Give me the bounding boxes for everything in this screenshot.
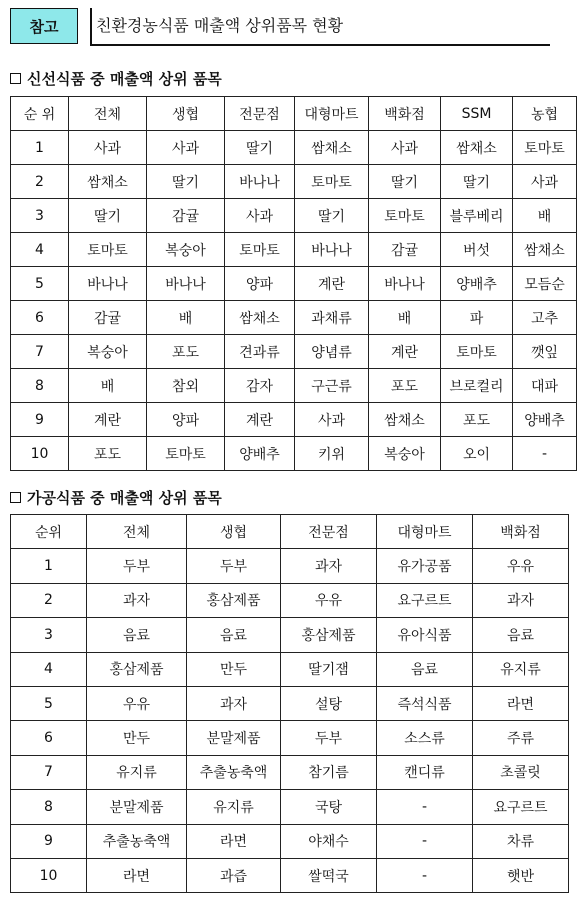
table-cell: 계란 xyxy=(295,267,369,301)
rank-cell: 7 xyxy=(11,335,69,369)
square-bullet-icon xyxy=(10,492,21,503)
table-row xyxy=(11,583,569,617)
table-cell: 복숭아 xyxy=(69,335,147,369)
table-cell: 라면 xyxy=(187,824,281,858)
table-cell: 파 xyxy=(441,301,513,335)
table-cell: 오이 xyxy=(441,437,513,471)
table-cell: 계란 xyxy=(369,335,441,369)
table-cell: 바나나 xyxy=(225,165,295,199)
title-underline xyxy=(90,44,550,46)
rank-cell: 3 xyxy=(11,618,87,652)
table-cell: 딸기 xyxy=(441,165,513,199)
table-cell: 딸기 xyxy=(295,199,369,233)
table-cell: 유지류 xyxy=(187,790,281,824)
table-cell: 즉석식품 xyxy=(377,686,473,720)
table-cell: 쌈채소 xyxy=(513,233,577,267)
table-cell: 과자 xyxy=(281,549,377,583)
table-cell: 우유 xyxy=(281,583,377,617)
rank-cell: 4 xyxy=(11,652,87,686)
table-cell: 딸기 xyxy=(69,199,147,233)
rank-cell: 5 xyxy=(11,267,69,301)
table-cell: 참기름 xyxy=(281,755,377,789)
fresh-section-title xyxy=(10,68,222,89)
table-cell: 쌈채소 xyxy=(225,301,295,335)
table-cell: 감귤 xyxy=(69,301,147,335)
processed-section-title-text: 가공식품 중 매출액 상위 품목 xyxy=(27,489,222,507)
table-cell: 초콜릿 xyxy=(473,755,569,789)
table-cell: 토마토 xyxy=(225,233,295,267)
document-header xyxy=(10,8,540,46)
table-cell: 햇반 xyxy=(473,858,569,892)
rank-cell: 6 xyxy=(11,301,69,335)
table-cell: 고추 xyxy=(513,301,577,335)
table-row xyxy=(11,618,569,652)
table-cell: 우유 xyxy=(473,549,569,583)
table-cell: 브로컬리 xyxy=(441,369,513,403)
table-cell: 사과 xyxy=(295,403,369,437)
table-cell: 토마토 xyxy=(369,199,441,233)
table-cell: 감귤 xyxy=(147,199,225,233)
rank-cell: 2 xyxy=(11,583,87,617)
table-cell: 만두 xyxy=(187,652,281,686)
table-cell: 유아식품 xyxy=(377,618,473,652)
table-cell: 쌈채소 xyxy=(69,165,147,199)
table-cell: 사과 xyxy=(147,131,225,165)
table-row xyxy=(11,165,577,199)
table-cell: 바나나 xyxy=(69,267,147,301)
table-cell: 두부 xyxy=(281,721,377,755)
table-cell: 야채수 xyxy=(281,824,377,858)
table-cell: 유지류 xyxy=(87,755,187,789)
table-cell: 감귤 xyxy=(369,233,441,267)
table-row xyxy=(11,403,577,437)
table-cell: 버섯 xyxy=(441,233,513,267)
table-cell: 깻잎 xyxy=(513,335,577,369)
table-cell: 쌀떡국 xyxy=(281,858,377,892)
table-cell: 토마토 xyxy=(147,437,225,471)
table-cell: 배 xyxy=(369,301,441,335)
column-header: 생협 xyxy=(187,515,281,549)
table-cell: 과자 xyxy=(473,583,569,617)
table-cell: 양배추 xyxy=(441,267,513,301)
table-header-row xyxy=(11,97,577,131)
table-row xyxy=(11,233,577,267)
table-cell: 양배추 xyxy=(513,403,577,437)
table-cell: - xyxy=(377,790,473,824)
table-cell: 포도 xyxy=(441,403,513,437)
table-cell: 라면 xyxy=(473,686,569,720)
table-cell: 모듬순 xyxy=(513,267,577,301)
table-cell: 과채류 xyxy=(295,301,369,335)
table-cell: 만두 xyxy=(87,721,187,755)
table-cell: 토마토 xyxy=(69,233,147,267)
table-cell: 소스류 xyxy=(377,721,473,755)
table-cell: 바나나 xyxy=(147,267,225,301)
rank-cell: 6 xyxy=(11,721,87,755)
reference-badge: 참고 xyxy=(10,8,78,44)
table-cell: 두부 xyxy=(187,549,281,583)
rank-cell: 8 xyxy=(11,790,87,824)
column-header: 전체 xyxy=(69,97,147,131)
table-cell: 블루베리 xyxy=(441,199,513,233)
table-cell: 쌈채소 xyxy=(441,131,513,165)
table-cell: 라면 xyxy=(87,858,187,892)
table-row xyxy=(11,755,569,789)
table-cell: - xyxy=(377,824,473,858)
rank-cell: 2 xyxy=(11,165,69,199)
rank-cell: 5 xyxy=(11,686,87,720)
table-row xyxy=(11,858,569,892)
table-cell: 사과 xyxy=(369,131,441,165)
rank-cell: 3 xyxy=(11,199,69,233)
table-cell: 유지류 xyxy=(473,652,569,686)
column-header: 순위 xyxy=(11,515,87,549)
rank-cell: 9 xyxy=(11,824,87,858)
table-cell: 양파 xyxy=(147,403,225,437)
column-header: 순 위 xyxy=(11,97,69,131)
table-cell: 양배추 xyxy=(225,437,295,471)
table-row xyxy=(11,686,569,720)
rank-cell: 10 xyxy=(11,858,87,892)
table-cell: 음료 xyxy=(473,618,569,652)
table-cell: 음료 xyxy=(377,652,473,686)
fresh-section-title-text: 신선식품 중 매출액 상위 품목 xyxy=(27,70,222,88)
table-cell: 요구르트 xyxy=(377,583,473,617)
table-cell: 쌈채소 xyxy=(369,403,441,437)
column-header: 생협 xyxy=(147,97,225,131)
column-header: 농협 xyxy=(513,97,577,131)
rank-cell: 4 xyxy=(11,233,69,267)
table-cell: 과자 xyxy=(87,583,187,617)
document-title: 친환경농식품 매출액 상위품목 현황 xyxy=(96,16,344,35)
table-cell: 포도 xyxy=(369,369,441,403)
table-row xyxy=(11,549,569,583)
table-row xyxy=(11,721,569,755)
rank-cell: 8 xyxy=(11,369,69,403)
table-cell: 견과류 xyxy=(225,335,295,369)
table-cell: 두부 xyxy=(87,549,187,583)
table-cell: 계란 xyxy=(69,403,147,437)
table-row xyxy=(11,437,577,471)
table-row xyxy=(11,335,577,369)
rank-cell: 7 xyxy=(11,755,87,789)
table-row xyxy=(11,824,569,858)
rank-cell: 1 xyxy=(11,549,87,583)
table-row xyxy=(11,652,569,686)
table-header-row xyxy=(11,515,569,549)
table-cell: 토마토 xyxy=(441,335,513,369)
table-cell: 차류 xyxy=(473,824,569,858)
table-cell: 딸기 xyxy=(369,165,441,199)
table-cell: 분말제품 xyxy=(187,721,281,755)
table-cell: 딸기 xyxy=(225,131,295,165)
table-row xyxy=(11,131,577,165)
table-cell: 바나나 xyxy=(295,233,369,267)
table-cell: 토마토 xyxy=(513,131,577,165)
table-cell: 사과 xyxy=(513,165,577,199)
table-cell: 토마토 xyxy=(295,165,369,199)
column-header: SSM xyxy=(441,97,513,131)
table-cell: 복숭아 xyxy=(369,437,441,471)
square-bullet-icon xyxy=(10,73,21,84)
processed-food-table xyxy=(10,514,569,893)
table-cell: 구근류 xyxy=(295,369,369,403)
table-cell: 배 xyxy=(147,301,225,335)
table-cell: 홍삼제품 xyxy=(87,652,187,686)
table-cell: 홍삼제품 xyxy=(281,618,377,652)
table-cell: 유가공품 xyxy=(377,549,473,583)
table-row xyxy=(11,267,577,301)
table-cell: 대파 xyxy=(513,369,577,403)
rank-cell: 10 xyxy=(11,437,69,471)
table-cell: 딸기잼 xyxy=(281,652,377,686)
table-cell: 양파 xyxy=(225,267,295,301)
table-row xyxy=(11,301,577,335)
table-cell: 국탕 xyxy=(281,790,377,824)
table-row xyxy=(11,790,569,824)
table-cell: 양념류 xyxy=(295,335,369,369)
table-cell: 과즙 xyxy=(187,858,281,892)
table-cell: 참외 xyxy=(147,369,225,403)
table-cell: - xyxy=(513,437,577,471)
processed-section-title xyxy=(10,487,222,508)
table-cell: 감자 xyxy=(225,369,295,403)
table-cell: 키위 xyxy=(295,437,369,471)
table-cell: 캔디류 xyxy=(377,755,473,789)
table-cell: 포도 xyxy=(147,335,225,369)
table-cell: 요구르트 xyxy=(473,790,569,824)
table-cell: 과자 xyxy=(187,686,281,720)
table-cell: 딸기 xyxy=(147,165,225,199)
column-header: 백화점 xyxy=(369,97,441,131)
table-cell: 바나나 xyxy=(369,267,441,301)
table-cell: 음료 xyxy=(87,618,187,652)
column-header: 전체 xyxy=(87,515,187,549)
column-header: 대형마트 xyxy=(295,97,369,131)
column-header: 백화점 xyxy=(473,515,569,549)
table-cell: 우유 xyxy=(87,686,187,720)
column-header: 전문점 xyxy=(225,97,295,131)
table-cell: 설탕 xyxy=(281,686,377,720)
rank-cell: 9 xyxy=(11,403,69,437)
table-cell: 계란 xyxy=(225,403,295,437)
table-cell: 추출농축액 xyxy=(87,824,187,858)
table-cell: 사과 xyxy=(69,131,147,165)
table-cell: 홍삼제품 xyxy=(187,583,281,617)
table-cell: 사과 xyxy=(225,199,295,233)
fresh-food-table xyxy=(10,96,577,471)
table-cell: 배 xyxy=(69,369,147,403)
table-cell: 추출농축액 xyxy=(187,755,281,789)
column-header: 전문점 xyxy=(281,515,377,549)
table-row xyxy=(11,199,577,233)
rank-cell: 1 xyxy=(11,131,69,165)
table-cell: 포도 xyxy=(69,437,147,471)
column-header: 대형마트 xyxy=(377,515,473,549)
table-cell: 복숭아 xyxy=(147,233,225,267)
table-cell: 배 xyxy=(513,199,577,233)
table-cell: 주류 xyxy=(473,721,569,755)
table-cell: - xyxy=(377,858,473,892)
table-cell: 음료 xyxy=(187,618,281,652)
table-cell: 쌈채소 xyxy=(295,131,369,165)
table-row xyxy=(11,369,577,403)
table-cell: 분말제품 xyxy=(87,790,187,824)
